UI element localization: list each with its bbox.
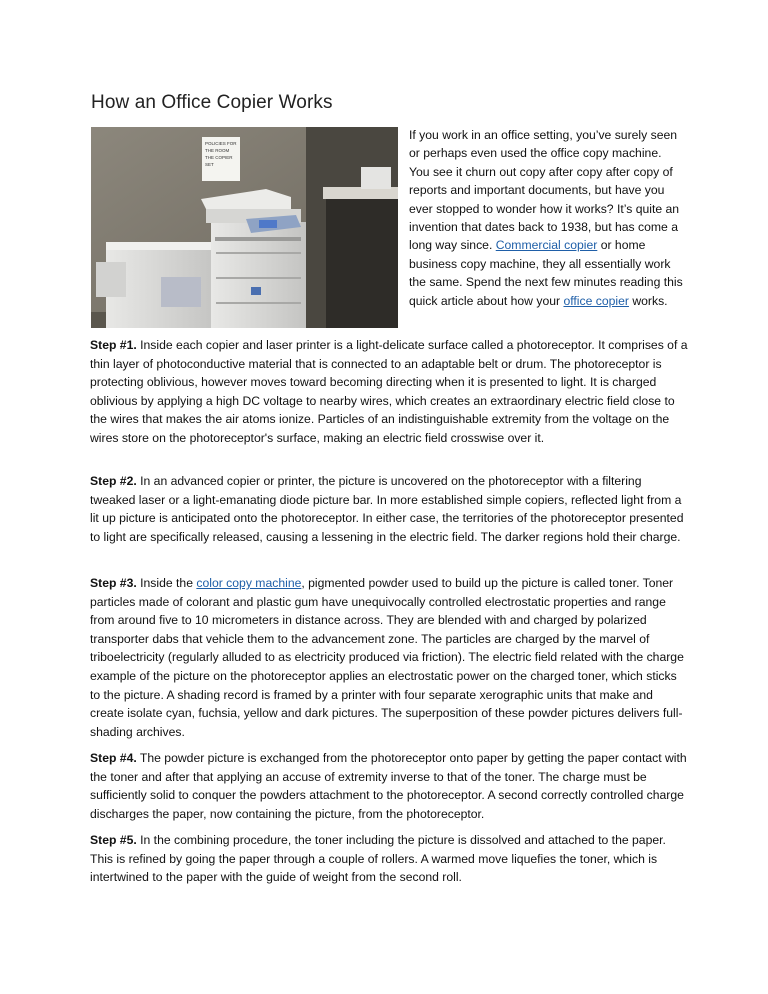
step-label: Step #3.	[90, 576, 137, 590]
copier-photo	[91, 127, 398, 328]
intro-text: or home business copy machine, they all essentially work the same. Spend the next few minutes reading this quick article about how your	[409, 238, 683, 308]
step-label: Step #5.	[90, 833, 137, 847]
page-title: How an Office Copier Works	[91, 92, 333, 113]
step-label: Step #2.	[90, 474, 137, 488]
intro-text: If you work in an office setting, you’ve surely seen or perhaps even used the office copy machine. You see it churn out copy after copy after copy of reports and important documents, but have you ever stopped to wonder how it works? It’s quite an invention that dates back to 1938, but has come a long way since.	[409, 128, 680, 253]
step-1-paragraph	[90, 336, 690, 448]
color-copy-machine-link[interactable]: color copy machine	[196, 576, 302, 590]
note-line: POLICIES FOR	[205, 141, 237, 146]
office-copier-link[interactable]: office copier	[563, 293, 629, 308]
step-text: In an advanced copier or printer, the picture is uncovered on the photoreceptor with a filtering tweaked laser or a light-emanating diode picture bar. In more established simple copiers, reflected light from a lit up picture is anticipated onto the photoreceptor. In either case, the territories of the photoreceptor presented to light are specifically released, causing a lessening in the electric field. The darker regions hold their charge.	[90, 474, 684, 544]
intro-text: works.	[628, 293, 668, 308]
step-text: In the combining procedure, the toner including the picture is dissolved and attached to the paper. This is refined by going the paper through a couple of rollers. A warmed move liquefies the toner, which is intertwined to the paper with the guide of weight from the second roll.	[90, 833, 666, 885]
step-4-paragraph	[90, 749, 690, 823]
note-line: THE ROOM	[205, 148, 230, 153]
note-line: THE COPIER	[205, 155, 233, 160]
step-text: Inside each copier and laser printer is a light-delicate surface called a photoreceptor. It comprises of a thin layer of photoconductive material that is connected to an adaptable belt or drum. The photoreceptor is protecting oblivious, however moves toward becoming directing when it is presented to light. It is charged oblivious by applying a high DC voltage to nearby wires, which creates an extraordinary electric field close to the wires that makes the air atoms ionize. Particles of an indistinguishable extremity from the voltage on the wires store on the photoreceptor's surface, making an electric field crosswise over it.	[90, 338, 688, 445]
step-label: Step #4.	[90, 751, 137, 765]
commercial-copier-link[interactable]: Commercial copier	[495, 238, 598, 253]
intro-paragraph	[409, 126, 683, 310]
step-5-paragraph	[90, 831, 690, 887]
office-copier-photo-icon	[91, 127, 398, 328]
step-2-paragraph	[90, 472, 690, 546]
note-line: SET	[205, 162, 214, 167]
step-label: Step #1.	[90, 338, 137, 352]
step-text: , pigmented powder used to build up the picture is called toner. Toner particles made of colorant and plastic gum have unequivocally controlled electrostatic properties and range from around five to 10 micrometers in distance across. They are blended with and charged by polarized transporter dabs that vehicle them to the advancement zone. The particles are charged by the marvel of triboelectricity (regularly alluded to as electricity produced via friction). The electric field related with the charge example of the picture on the photoreceptor applies an electrostatic power on the charged toner, which sticks to the picture. A shading record is framed by a printer with four separate xerographic units that make and create isolate cyan, fuchsia, yellow and dark pictures. The superposition of these powder pictures delivers full-shading archives.	[90, 576, 684, 739]
step-3-paragraph	[90, 574, 690, 741]
step-text: The powder picture is exchanged from the photoreceptor onto paper by getting the paper contact with the toner and after that applying an accuse of extremity inverse to that of the toner. The charge must be sufficiently solid to conquer the powders attachment to the photoreceptor. A second correctly controlled charge discharges the paper, now containing the picture, from the photoreceptor.	[90, 751, 687, 821]
step-text: Inside the	[136, 576, 197, 590]
